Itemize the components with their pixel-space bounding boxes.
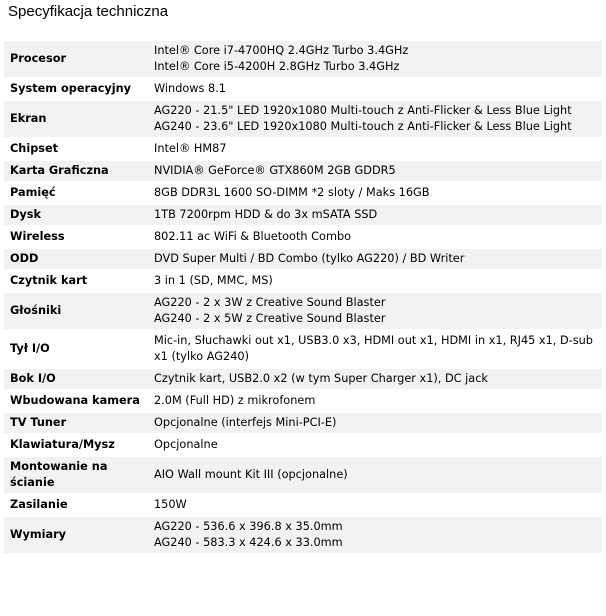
spec-label: Karta Graficzna [4,161,148,181]
spec-value-line: AIO Wall mount Kit III (opcjonalne) [154,468,348,481]
spec-value-line: 1TB 7200rpm HDD & do 3x mSATA SSD [154,208,378,221]
spec-row [4,41,602,77]
spec-label: Wymiary [4,517,148,553]
spec-value-line: AG220 - 536.6 x 396.8 x 35.0mm [154,520,343,533]
spec-value [148,183,602,203]
spec-table [4,39,602,555]
spec-value-line: AG240 - 23.6" LED 1920x1080 Multi-touch z Anti-Flicker & Less Blue Light [154,120,572,133]
spec-row [4,161,602,181]
spec-row [4,271,602,291]
spec-label: TV Tuner [4,413,148,433]
spec-row [4,293,602,329]
spec-value [148,271,602,291]
spec-value [148,139,602,159]
spec-label: Bok I/O [4,369,148,389]
spec-value-line: Opcjonalne (interfejs Mini-PCI-E) [154,416,337,429]
spec-value [148,413,602,433]
spec-label: Procesor [4,41,148,77]
spec-value-line: AG220 - 2 x 3W z Creative Sound Blaster [154,296,386,309]
spec-value-line: Mic-in, Słuchawki out x1, USB3.0 x3, HDMI out x1, HDMI in x1, RJ45 x1, D-sub x1 (tylko AG240) [154,334,593,363]
spec-value [148,331,602,367]
spec-value [148,457,602,493]
spec-row [4,413,602,433]
page-title: Specyfikacja techniczna [8,3,169,20]
spec-row [4,101,602,137]
spec-label: Zasilanie [4,495,148,515]
spec-label: Pamięć [4,183,148,203]
spec-label: Chipset [4,139,148,159]
spec-value [148,41,602,77]
spec-label: Głośniki [4,293,148,329]
spec-value-line: DVD Super Multi / BD Combo (tylko AG220) / BD Writer [154,252,465,265]
spec-row [4,331,602,367]
spec-row [4,183,602,203]
spec-value [148,369,602,389]
spec-value-line: Intel® HM87 [154,142,227,155]
spec-row [4,369,602,389]
spec-value-line: Windows 8.1 [154,82,226,95]
spec-value [148,293,602,329]
spec-value-line: NVIDIA® GeForce® GTX860M 2GB GDDR5 [154,164,396,177]
spec-label: ODD [4,249,148,269]
spec-value [148,161,602,181]
spec-value [148,391,602,411]
spec-value [148,227,602,247]
spec-row [4,435,602,455]
spec-value-line: Opcjonalne [154,438,218,451]
spec-label: Tył I/O [4,331,148,367]
spec-label: Klawiatura/Mysz [4,435,148,455]
spec-value [148,495,602,515]
spec-value-line: Intel® Core i7-4700HQ 2.4GHz Turbo 3.4GHz [154,44,409,57]
spec-value-line: AG240 - 583.3 x 424.6 x 33.0mm [154,536,343,549]
spec-row [4,205,602,225]
spec-row [4,391,602,411]
spec-label: Wbudowana kamera [4,391,148,411]
spec-label: Wireless [4,227,148,247]
spec-value [148,517,602,553]
spec-value [148,435,602,455]
spec-value-line: 2.0M (Full HD) z mikrofonem [154,394,316,407]
spec-row [4,495,602,515]
spec-value [148,79,602,99]
spec-value-line: 150W [154,498,187,511]
spec-row [4,249,602,269]
spec-label: Dysk [4,205,148,225]
spec-label: Czytnik kart [4,271,148,291]
spec-value-line: Intel® Core i5-4200H 2.8GHz Turbo 3.4GHz [154,60,400,73]
spec-row [4,79,602,99]
spec-value [148,249,602,269]
spec-value-line: AG240 - 2 x 5W z Creative Sound Blaster [154,312,386,325]
spec-value-line: 8GB DDR3L 1600 SO-DIMM *2 sloty / Maks 16GB [154,186,430,199]
spec-label: Montowanie na ścianie [4,457,148,493]
spec-label: System operacyjny [4,79,148,99]
spec-label: Ekran [4,101,148,137]
spec-value-line: 3 in 1 (SD, MMC, MS) [154,274,273,287]
spec-value-line: Czytnik kart, USB2.0 x2 (w tym Super Charger x1), DC jack [154,372,488,385]
spec-row [4,517,602,553]
spec-value [148,101,602,137]
spec-table-body [4,41,602,553]
spec-value-line: AG220 - 21.5" LED 1920x1080 Multi-touch z Anti-Flicker & Less Blue Light [154,104,572,117]
spec-value [148,205,602,225]
spec-row [4,227,602,247]
spec-value-line: 802.11 ac WiFi & Bluetooth Combo [154,230,352,243]
spec-row [4,457,602,493]
spec-row [4,139,602,159]
